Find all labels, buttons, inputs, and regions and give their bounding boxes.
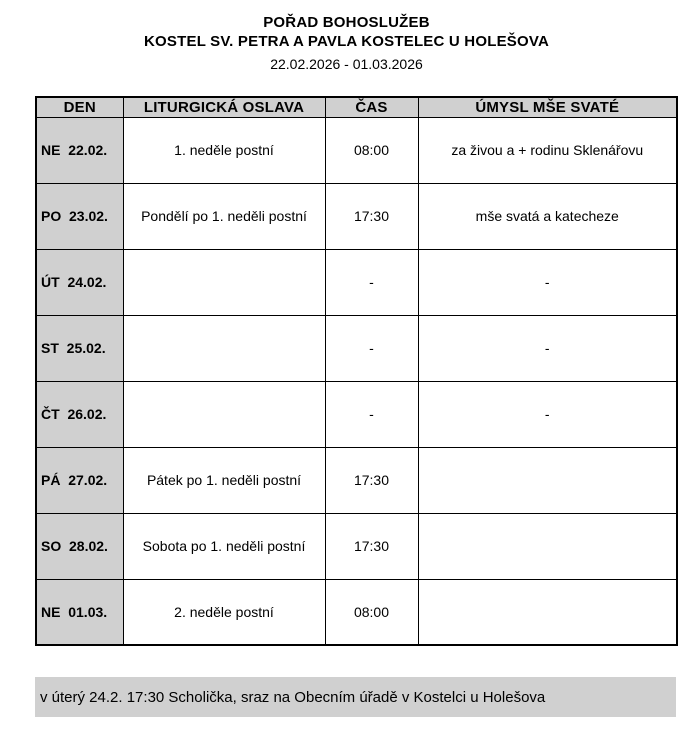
- table-row: [36, 513, 677, 579]
- date-range: 22.02.2026 - 01.03.2026: [270, 56, 423, 72]
- day-cell: ČT 26.02.: [36, 381, 123, 447]
- liturgy-cell: Sobota po 1. neděli postní: [123, 513, 325, 579]
- liturgy-cell: Pondělí po 1. neděli postní: [123, 183, 325, 249]
- schedule-table: [35, 96, 678, 646]
- time-cell: -: [325, 315, 418, 381]
- day-cell: NE 22.02.: [36, 117, 123, 183]
- liturgy-cell: [123, 315, 325, 381]
- column-header-umysl: ÚMYSL MŠE SVATÉ: [418, 97, 677, 117]
- table-row: [36, 249, 677, 315]
- time-cell: 08:00: [325, 117, 418, 183]
- day-cell: ST 25.02.: [36, 315, 123, 381]
- time-cell: 08:00: [325, 579, 418, 645]
- day-cell: SO 28.02.: [36, 513, 123, 579]
- schedule-table-body: [36, 117, 677, 645]
- table-row: [36, 447, 677, 513]
- table-row: [36, 381, 677, 447]
- intention-cell: [418, 447, 677, 513]
- column-header-den: DEN: [36, 97, 123, 117]
- table-header-row: [36, 97, 677, 117]
- table-row: [36, 183, 677, 249]
- time-cell: 17:30: [325, 513, 418, 579]
- intention-cell: -: [418, 381, 677, 447]
- intention-cell: za živou a + rodinu Sklenářovu: [418, 117, 677, 183]
- time-cell: -: [325, 381, 418, 447]
- liturgy-cell: 1. neděle postní: [123, 117, 325, 183]
- table-row: [36, 315, 677, 381]
- page-title: POŘAD BOHOSLUŽEB: [263, 14, 430, 31]
- day-cell: PÁ 27.02.: [36, 447, 123, 513]
- intention-cell: -: [418, 315, 677, 381]
- table-row: [36, 579, 677, 645]
- time-cell: -: [325, 249, 418, 315]
- intention-cell: mše svatá a katecheze: [418, 183, 677, 249]
- footer-note: v úterý 24.2. 17:30 Scholička, sraz na Obecním úřadě v Kostelci u Holešova: [35, 677, 676, 717]
- liturgy-cell: 2. neděle postní: [123, 579, 325, 645]
- liturgy-cell: Pátek po 1. neděli postní: [123, 447, 325, 513]
- liturgy-cell: [123, 381, 325, 447]
- table-row: [36, 117, 677, 183]
- intention-cell: [418, 579, 677, 645]
- time-cell: 17:30: [325, 447, 418, 513]
- intention-cell: [418, 513, 677, 579]
- day-cell: ÚT 24.02.: [36, 249, 123, 315]
- liturgy-cell: [123, 249, 325, 315]
- page-subtitle: KOSTEL SV. PETRA A PAVLA KOSTELEC U HOLEŠOVA: [144, 33, 549, 50]
- day-cell: NE 01.03.: [36, 579, 123, 645]
- column-header-oslava: LITURGICKÁ OSLAVA: [123, 97, 325, 117]
- day-cell: PO 23.02.: [36, 183, 123, 249]
- time-cell: 17:30: [325, 183, 418, 249]
- intention-cell: -: [418, 249, 677, 315]
- column-header-cas: ČAS: [325, 97, 418, 117]
- title-block: [0, 0, 693, 73]
